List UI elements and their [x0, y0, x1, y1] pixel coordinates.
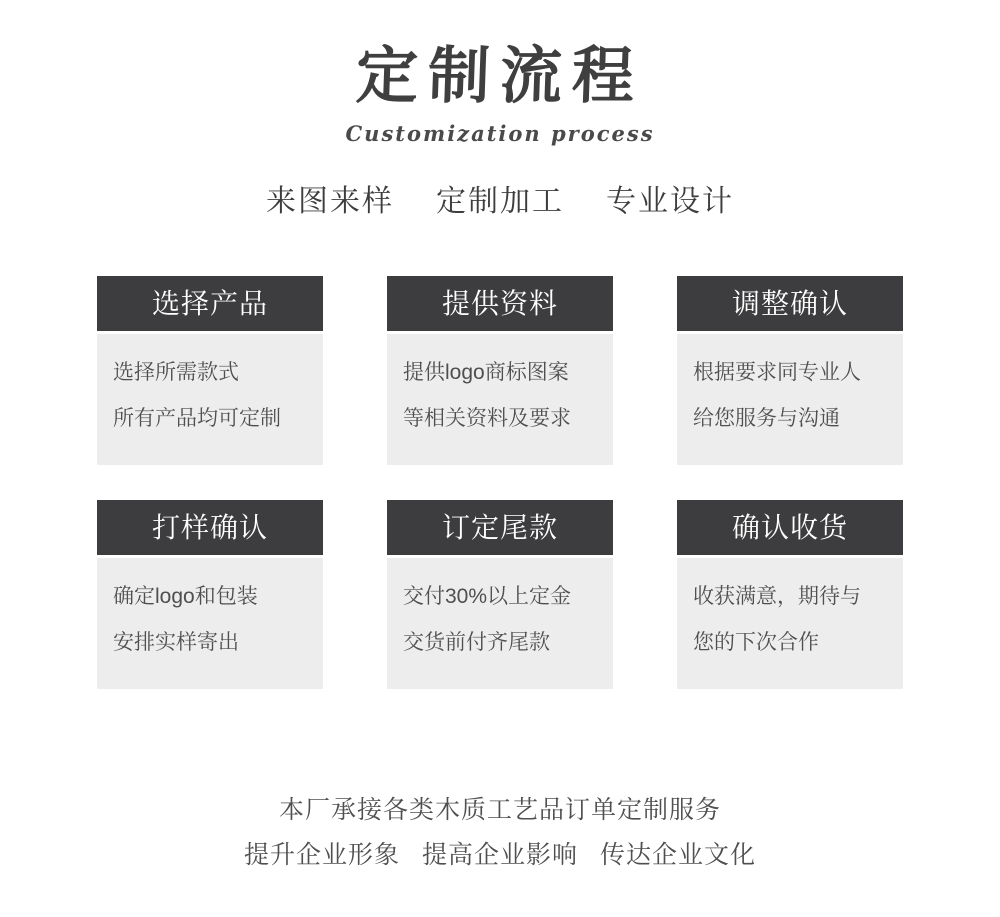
tagline — [0, 176, 1000, 220]
tagline-part: 来图来样 — [266, 184, 394, 218]
step-body — [97, 334, 323, 465]
step-description-line: 给您服务与沟通 — [693, 406, 840, 430]
step-description-line: 交货前付齐尾款 — [403, 630, 550, 654]
step-description-line: 确定logo和包装 — [113, 584, 258, 608]
step-description-line: 您的下次合作 — [693, 630, 819, 654]
step-description-line: 等相关资料及要求 — [403, 406, 571, 430]
step-description-line: 提供logo商标图案 — [403, 360, 569, 384]
footer-line-1: 本厂承接各类木质工艺品订单定制服务 — [278, 795, 721, 824]
step-body — [387, 558, 613, 689]
step-title: 订定尾款 — [387, 500, 613, 555]
process-step-card-4 — [97, 500, 323, 689]
process-step-card-6 — [677, 500, 903, 689]
page-title: 定制流程 — [354, 39, 646, 112]
step-description-line: 交付30%以上定金 — [403, 584, 572, 608]
step-description-line: 选择所需款式 — [113, 360, 239, 384]
footer-phrase: 提高企业影响 — [421, 840, 578, 869]
footer-phrase: 提升企业形象 — [243, 840, 400, 869]
step-title: 确认收货 — [677, 500, 903, 555]
footer-line-2 — [0, 833, 1000, 878]
step-description-line: 根据要求同专业人 — [693, 360, 861, 384]
process-step-card-3 — [677, 276, 903, 465]
step-description-line: 收获满意，期待与 — [693, 584, 861, 608]
step-body — [677, 334, 903, 465]
footer — [0, 788, 1000, 878]
step-body — [387, 334, 613, 465]
footer-phrase: 传达企业文化 — [600, 840, 757, 869]
step-title: 提供资料 — [387, 276, 613, 331]
page-subtitle: Customization process — [345, 120, 655, 146]
step-body — [97, 558, 323, 689]
step-title: 打样确认 — [97, 500, 323, 555]
tagline-part: 定制加工 — [436, 184, 564, 218]
step-title: 调整确认 — [677, 276, 903, 331]
process-step-card-5 — [387, 500, 613, 689]
process-steps-grid — [0, 276, 1000, 689]
process-step-card-2 — [387, 276, 613, 465]
step-description-line: 安排实样寄出 — [113, 630, 239, 654]
title-block — [0, 0, 1000, 146]
process-step-card-1 — [97, 276, 323, 465]
step-description-line: 所有产品均可定制 — [113, 406, 281, 430]
tagline-part: 专业设计 — [606, 184, 734, 218]
step-body — [677, 558, 903, 689]
step-title: 选择产品 — [97, 276, 323, 331]
